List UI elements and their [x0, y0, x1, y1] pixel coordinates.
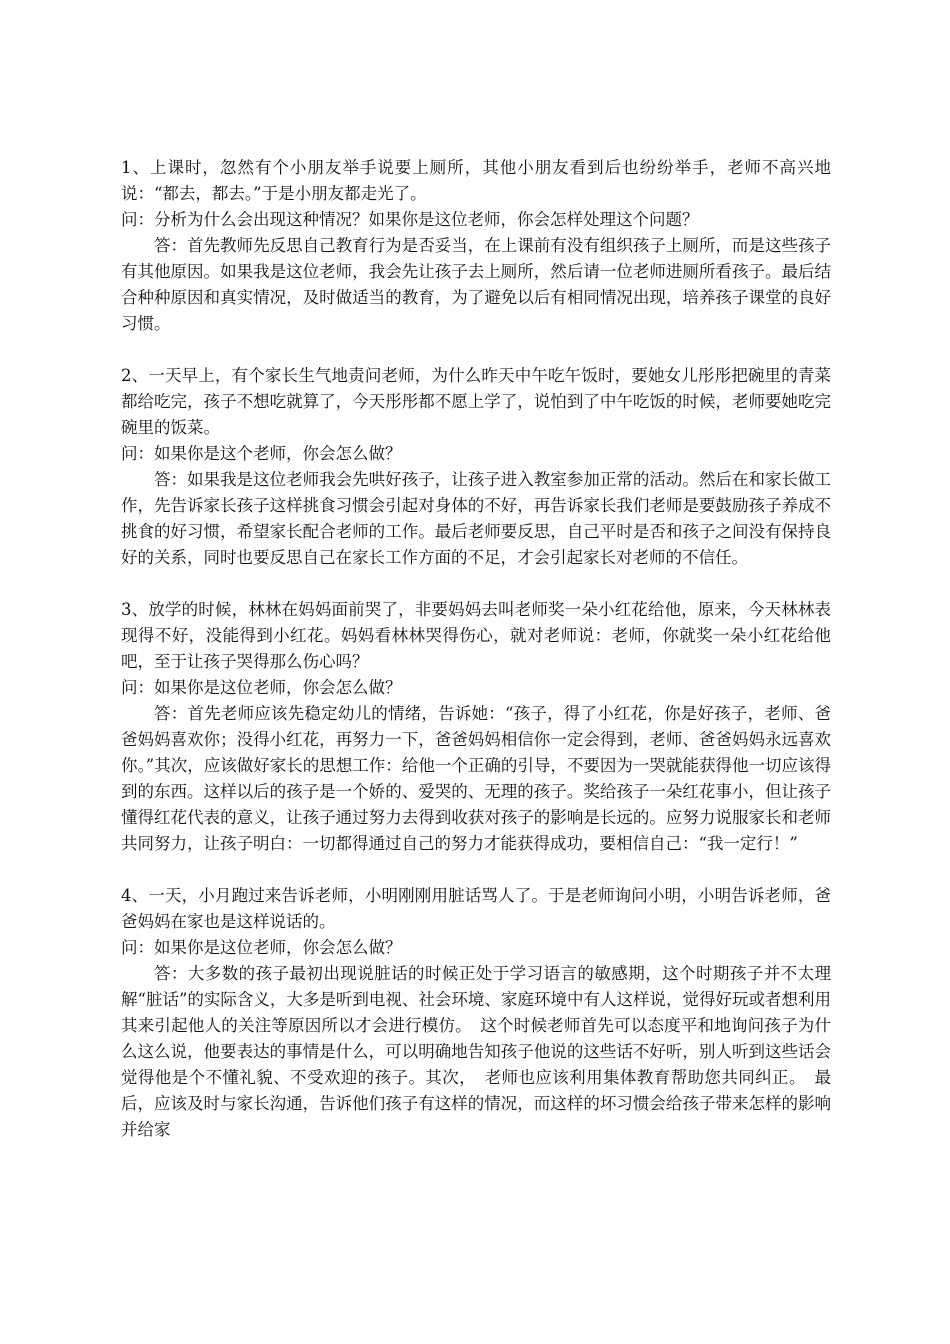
case-2-question: 问：如果你是这个老师，你会怎么做？	[121, 444, 402, 463]
case-3-question: 问：如果你是这位老师，你会怎么做？	[121, 678, 402, 697]
case-1-question: 问：分析为什么会出现这种情况？如果你是这位老师，你会怎样处理这个问题？	[121, 210, 699, 229]
case-1-scenario: 1、上课时，忽然有个小朋友举手说要上厕所，其他小朋友看到后也纷纷举手，老师不高兴地说：“都去，都去。”于是小朋友都走光了。	[121, 158, 831, 203]
case-3-scenario: 3、放学的时候，林林在妈妈面前哭了，非要妈妈去叫老师奖一朵小红花给他，原来，今天林林表现得不好，没能得到小红花。妈妈看林林哭得伤心，就对老师说：老师，你就奖一朵小红花给他吧，至于让孩子哭得那么伤心吗？	[121, 600, 831, 671]
document-page	[121, 155, 831, 1169]
case-1-answer: 答：首先教师先反思自己教育行为是否妥当，在上课前有没有组织孩子上厕所，而是这些孩子有其他原因。如果我是这位老师，我会先让孩子去上厕所，然后请一位老师进厕所看孩子。最后结合种种原因和真实情况，及时做适当的教育，为了避免以后有相同情况出现，培养孩子课堂的良好习惯。	[121, 236, 831, 333]
case-4-scenario: 4、一天，小月跑过来告诉老师，小明刚刚用脏话骂人了。于是老师询问小明，小明告诉老师，爸爸妈妈在家也是这样说话的。	[121, 886, 831, 931]
case-2-answer: 答：如果我是这位老师我会先哄好孩子，让孩子进入教室参加正常的活动。然后在和家长做工作，先告诉家长孩子这样挑食习惯会引起对身体的不好，再告诉家长我们老师是要鼓励孩子养成不挑食的好习惯，希望家长配合老师的工作。最后老师要反思，自己平时是否和孩子之间没有保持良好的关系，同时也要反思自己在家长工作方面的不足，才会引起家长对老师的不信任。	[121, 470, 831, 567]
case-1	[121, 155, 831, 337]
case-4-answer: 答：大多数的孩子最初出现说脏话的时候正处于学习语言的敏感期，这个时期孩子并不太理解“脏话”的实际含义，大多是听到电视、社会环境、家庭环境中有人这样说，觉得好玩或者想利用其来引起他人的关注等原因所以才会进行模仿。 这个时候老师首先可以态度平和地询问孩子为什么这么说，他要表达的事情是什么，可以明确地告知孩子他说的这些话不好听，别人听到这些话会觉得他是个不懂礼貌、不受欢迎的孩子。其次， 老师也应该利用集体教育帮助您共同纠正。 最后，应该及时与家长沟通，告诉他们孩子有这样的情况，而这样的坏习惯会给孩子带来怎样的影响并给家	[121, 964, 831, 1139]
case-4-question: 问：如果你是这位老师，你会怎么做？	[121, 938, 402, 957]
case-2-scenario: 2、一天早上，有个家长生气地责问老师，为什么昨天中午吃午饭时，要她女儿彤彤把碗里的青菜都给吃完，孩子不想吃就算了，今天彤彤都不愿上学了，说怕到了中午吃饭的时候，老师要她吃完碗里的饭菜。	[121, 366, 831, 437]
case-3-answer: 答：首先老师应该先稳定幼儿的情绪，告诉她：“孩子，得了小红花，你是好孩子，老师、爸爸妈妈喜欢你；没得小红花，再努力一下，爸爸妈妈相信你一定会得到，老师、爸爸妈妈永远喜欢你。”其次，应该做好家长的思想工作：给他一个正确的引导，不要因为一哭就能获得他一切应该得到的东西。这样以后的孩子是一个娇的、爱哭的、无理的孩子。奖给孩子一朵红花事小，但让孩子懂得红花代表的意义，让孩子通过努力去得到收获对孩子的影响是长远的。应努力说服家长和老师共同努力，让孩子明白：一切都得通过自己的努力才能获得成功，要相信自己：“我一定行！”	[121, 704, 831, 853]
case-3	[121, 597, 831, 857]
case-4	[121, 883, 831, 1143]
case-2	[121, 363, 831, 571]
